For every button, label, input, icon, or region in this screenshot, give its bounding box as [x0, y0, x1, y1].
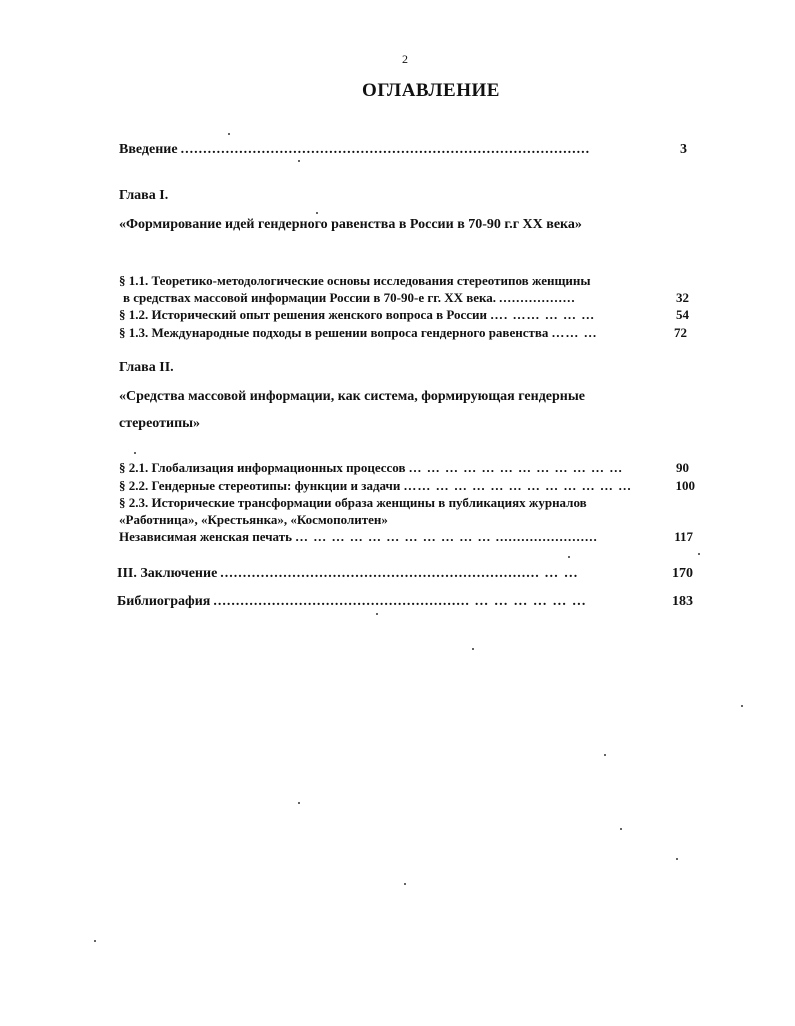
scan-speck	[228, 133, 230, 135]
toc-page-number: 100	[675, 478, 695, 493]
chapter-2-heading: Глава II.	[119, 360, 174, 375]
chapter-1-title: «Формирование идей гендерного равенства в России в 70-90 г.г XX века»	[119, 217, 582, 232]
scan-speck	[94, 940, 96, 942]
toc-entry-section-1-1	[123, 290, 689, 306]
toc-page-number: 72	[674, 325, 687, 340]
chapter-2-title-line1: «Средства массовой информации, как система, формирующая гендерные	[119, 389, 585, 404]
toc-entry-label: в средствах массовой информации России в 70-90-е гг. XX века.	[123, 290, 497, 305]
toc-page-number: 32	[676, 290, 689, 305]
toc-entry-section-1-2	[119, 307, 689, 323]
scan-speck	[741, 705, 743, 707]
toc-entry-introduction	[119, 142, 687, 158]
toc-page-number: 170	[672, 566, 693, 581]
section-1-1-line1: § 1.1. Теоретико-методологические основы исследования стереотипов женщины	[119, 273, 591, 288]
scan-speck	[620, 828, 622, 830]
scan-speck	[298, 802, 300, 804]
toc-entry-section-2-1	[119, 460, 689, 476]
toc-entry-label: Библиография	[117, 594, 211, 609]
toc-entry-section-1-3	[119, 325, 687, 341]
toc-page-number: 54	[676, 307, 689, 322]
scan-speck	[316, 212, 318, 214]
scan-speck	[698, 553, 700, 555]
chapter-2-title-line2: стереотипы»	[119, 416, 201, 431]
scan-speck	[134, 452, 136, 454]
toc-page-number: 90	[676, 460, 689, 475]
toc-entry-label: Введение	[119, 142, 178, 157]
section-2-3-line1: § 2.3. Исторические трансформации образа женщины в публикациях журналов	[119, 495, 587, 510]
toc-entry-label: § 1.3. Международные подходы в решении вопроса гендерного равенства	[119, 325, 549, 340]
toc-leader: … … … … … … … … … … … ........................	[294, 529, 598, 544]
page-title: ОГЛАВЛЕНИЕ	[362, 80, 500, 101]
scan-speck	[376, 613, 378, 615]
toc-leader: … … … … … … … … … … … …	[408, 460, 624, 475]
toc-entry-label: § 2.1. Глобализация информационных процессов	[119, 460, 406, 475]
toc-leader: ......................................................... … … … … … …	[213, 594, 587, 609]
scan-speck	[676, 858, 678, 860]
toc-entry-conclusion	[117, 566, 693, 582]
toc-entry-label: § 1.2. Исторический опыт решения женского вопроса в России	[119, 307, 488, 322]
scan-speck	[298, 160, 300, 162]
page-number: 2	[402, 52, 408, 66]
toc-leader: …… … … … … … … … … … … …	[403, 478, 633, 493]
toc-entry-label: III. Заключение	[117, 566, 218, 581]
scan-speck	[604, 754, 606, 756]
toc-entry-bibliography	[117, 594, 693, 610]
toc-entry-label: Независимая женская печать	[119, 529, 292, 544]
toc-entry-section-2-2	[119, 478, 695, 494]
toc-page-number: 183	[672, 594, 693, 609]
scan-speck	[472, 648, 474, 650]
toc-leader: …. …… … … …	[490, 307, 596, 322]
scan-speck	[404, 883, 406, 885]
chapter-1-heading: Глава I.	[119, 188, 169, 203]
toc-leader: ..................	[499, 290, 576, 305]
section-2-3-line2: «Работница», «Крестьянка», «Космополитен»	[119, 512, 388, 527]
scan-speck	[568, 556, 570, 558]
toc-entry-label: § 2.2. Гендерные стереотипы: функции и задачи	[119, 478, 401, 493]
toc-entry-section-2-3	[119, 529, 693, 545]
toc-leader: …… …	[551, 325, 598, 340]
toc-page-number: 117	[674, 529, 693, 544]
toc-leader: ....................................................................... … …	[220, 566, 579, 581]
toc-page-number: 3	[680, 142, 687, 157]
toc-leader: ...........................................................................................	[180, 142, 591, 157]
